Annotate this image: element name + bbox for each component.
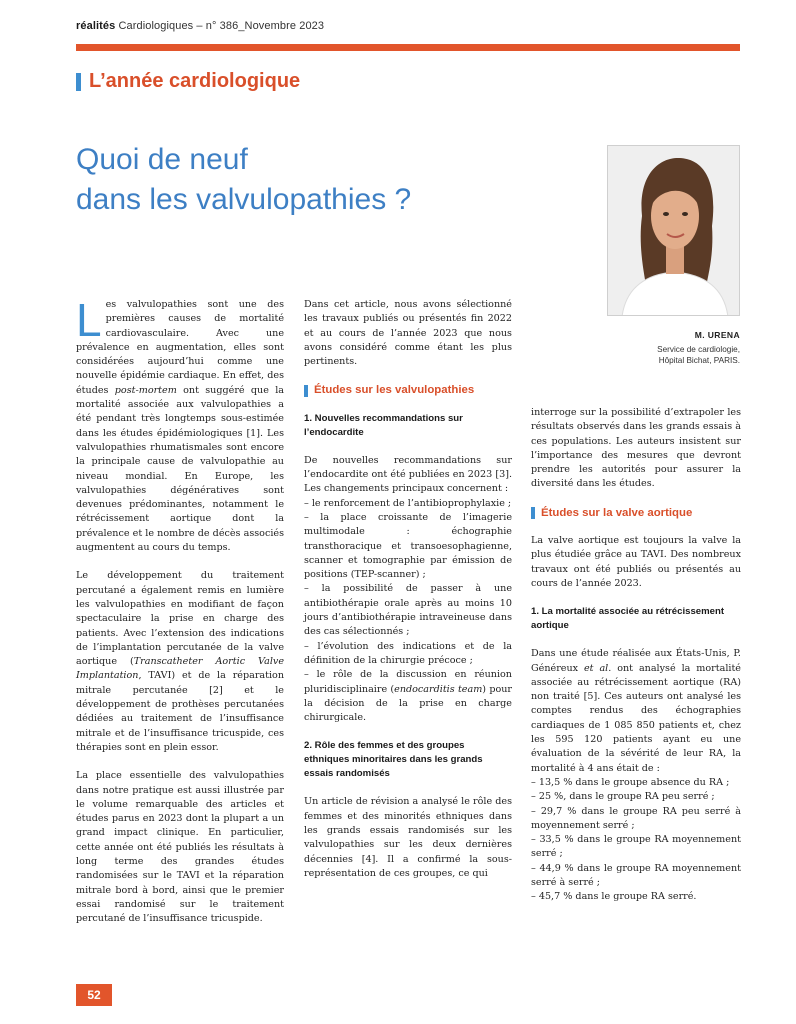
minor-heading: 2. Rôle des femmes et des groupes ethniques minoritaires dans les grands essais randomisés: [304, 740, 483, 780]
paragraph: Un article de révision a analysé le rôle des femmes et des minorités ethniques dans les grands essais randomisés sur les valvulopathies sur les deux dernières décennies [4]. Il a confirmé la sous-représentation de ces groupes, ce qui: [304, 796, 512, 879]
list-item: – 29,7 % dans le groupe RA peu serré à moyennement serré ;: [531, 805, 741, 831]
author-affiliation-1: Service de cardiologie,: [657, 345, 740, 354]
drop-cap: L: [76, 294, 102, 346]
section-heading: [76, 70, 300, 93]
header-rule: [76, 44, 740, 51]
author-name: M. URENA: [694, 330, 740, 340]
article-title: [76, 140, 411, 220]
subsection-label: Études sur les valvulopathies: [314, 384, 475, 397]
page-number: 52: [76, 984, 112, 1006]
author-photo: [607, 145, 740, 316]
subsection-marker: [304, 385, 308, 397]
paragraph: Le développement du traitement percutané a également remis en lumière les valvulopathies en modifiant de façon spectaculaire la prise en charge des patients. Avec l’extension des indications de l’implantation percutanée de la valve aortique (Transcatheter Aortic Valve Implantation, TAVI) et de la réparation mitrale percutanée [2] et le développement de prothèses percutanées dédiées au traitement de l’insuffisance mitrale et de l’insuffisance tricuspide, ces thérapies sont en plein essor.: [76, 570, 284, 753]
subsection-heading: [304, 383, 512, 397]
author-affiliation-2: Hôpital Bichat, PARIS.: [658, 356, 740, 365]
subsection-marker: [531, 507, 535, 519]
list-item: – la place croissante de l’imagerie multimodale : échographie transthoracique et transoesophagienne, scanner et tomographie par émission de positions (TEP-scanner) ;: [304, 511, 512, 581]
text-column-2: [304, 298, 512, 881]
subsection-label: Études sur la valve aortique: [541, 506, 693, 519]
paragraph: Dans une étude réalisée aux États-Unis, P. Généreux et al. ont analysé la mortalité associée au rétrécissement aortique (RA) non traité [5]. Ces auteurs ont analysé les comptes rendus des échographies cardiaques de 1 085 850 patients et, chez les 595 120 patients ayant eu une évaluation de la sévérité de leur RA, la mortalité à 4 ans était de :: [531, 648, 741, 774]
section-marker: [76, 73, 81, 91]
title-line-1: Quoi de neuf: [76, 143, 248, 176]
list-item: – 25 %, dans le groupe RA peu serré ;: [531, 791, 715, 803]
journal-issue: Cardiologiques – n° 386_Novembre 2023: [115, 20, 325, 32]
running-header: [76, 20, 324, 32]
list-item: – 45,7 % dans le groupe RA serré.: [531, 891, 697, 903]
list-item: – la possibilité de passer à une antibiothérapie orale après au moins 10 jours d’antibiothérapie intraveineuse dans des cas sélectionnés ;: [304, 583, 512, 638]
minor-heading: 1. Nouvelles recommandations sur l’endocardite: [304, 412, 463, 438]
list-item: – le renforcement de l’antibioprophylaxie ;: [304, 497, 512, 509]
paragraph: interroge sur la possibilité d’extrapoler les résultats observés dans les grands essais à ces populations. Les auteurs insistent sur l’importance des mesures que devront prendre les autorités pour assurer la diversité dans les études.: [531, 407, 741, 490]
list-item: – 13,5 % dans le groupe absence du RA ;: [531, 776, 730, 788]
paragraph: Dans cet article, nous avons sélectionné les travaux publiés ou présentés fin 2022 et au cours de l’année 2023 que nous avons considéré comme étant les plus pertinents.: [304, 299, 512, 368]
title-line-2: dans les valvulopathies ?: [76, 183, 412, 216]
list-item: – l’évolution des indications et de la définition de la chirurgie précoce ;: [304, 640, 512, 666]
minor-heading: 1. La mortalité associée au rétrécissement aortique: [531, 606, 725, 632]
paragraph: De nouvelles recommandations sur l’endocardite ont été publiées en 2023 [3]. Les changements principaux concernent :: [304, 454, 512, 495]
subsection-heading: [531, 506, 741, 520]
paragraph: La valve aortique est toujours la valve la plus étudiée grâce au TAVI. Des nombreux travaux ont été publiés ou présentés au cours de l’année 2023.: [531, 535, 741, 589]
list-item: – le rôle de la discussion en réunion pluridisciplinaire (endocarditis team) pour la décision de la prise en charge chirurgicale.: [304, 669, 512, 724]
text-column-3: [531, 406, 741, 905]
list-item: – 44,9 % dans le groupe RA moyennement serré à serré ;: [531, 862, 741, 889]
section-label: L’année cardiologique: [89, 70, 301, 92]
author-portrait-illustration: [608, 146, 740, 316]
paragraph: Les valvulopathies sont une des premières causes de mortalité cardiovasculaire. Avec une prévalence en augmentation, elles sont considérées aujourd’hui comme une nouvelle épidémie cardiaque. En effet, des études post-mortem ont suggéré que la mortalité associée aux valvulopathies a été pendant très longtemps sous-estimée dans les études épidémiologiques [1]. Les valvulopathies rhumatismales sont encore la principale cause de valvulopathie au niveau mondial. En Europe, les valvulopathies dégénératives sont devenues prédominantes, notamment le rétrécissement aortique dont la prévalence et le nombre de décès associés augmentent au cours du temps.: [76, 294, 284, 554]
journal-brand: réalités: [76, 20, 116, 32]
text-column-1: [76, 294, 284, 926]
author-caption: [657, 330, 740, 366]
paragraph: La place essentielle des valvulopathies dans notre pratique est aussi illustrée par le volume remarquable des articles et études parus en 2023 dont la plupart a un grand impact clinique. En particulier, cette année ont été publiés les résultats à long terme des grandes études randomisées sur le TAVI et la réparation mitrale bord à bord, ainsi que le premier essai randomisé sur le traitement percutané de l’insuffisance tricuspide.: [76, 770, 284, 925]
list-item: – 33,5 % dans le groupe RA moyennement serré ;: [531, 834, 741, 860]
